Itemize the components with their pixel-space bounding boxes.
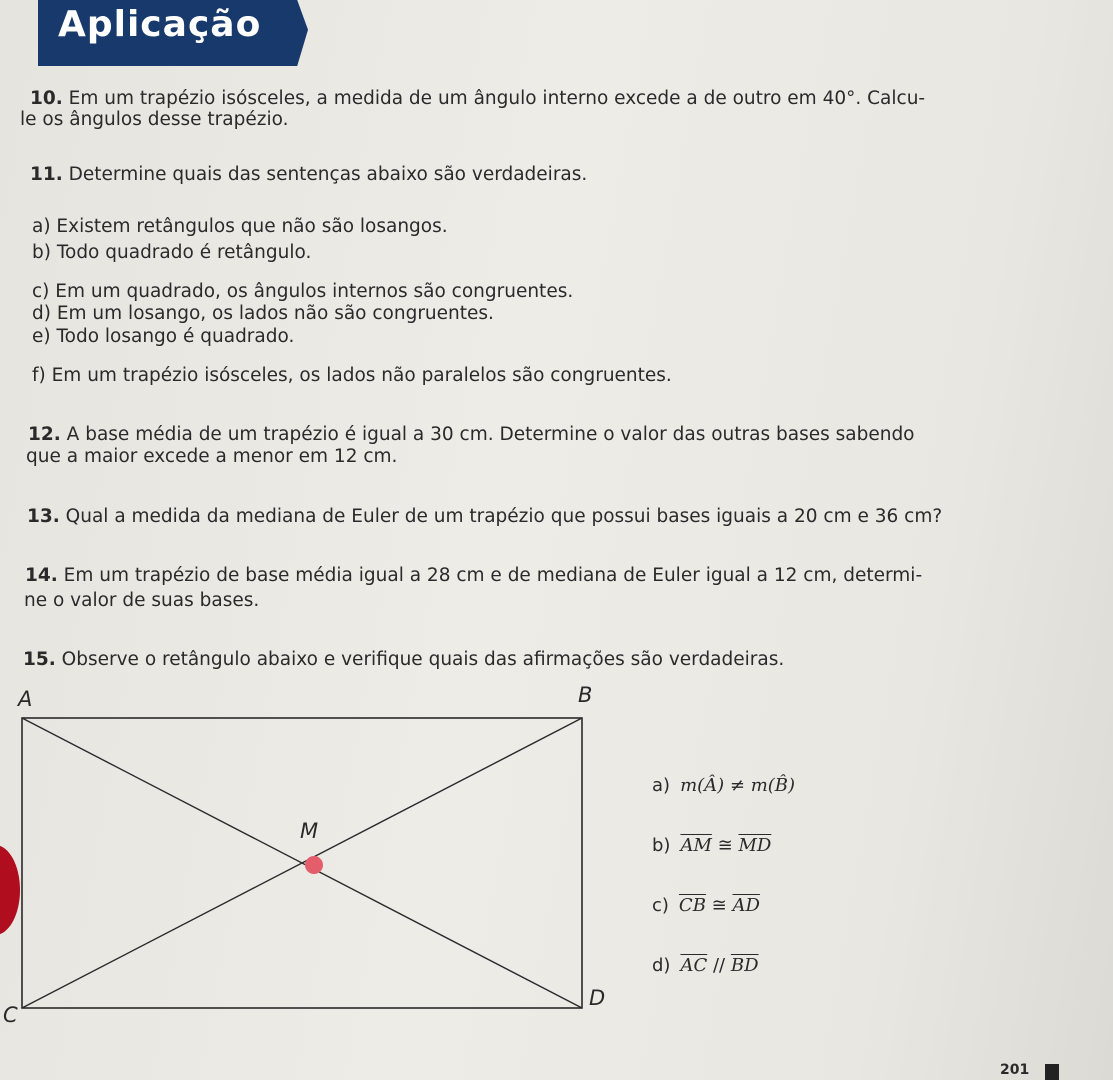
question-text: A base média de um trapézio é igual a 30 cm. Determine o valor das outras bases sabendo bbox=[66, 424, 915, 445]
list-item: a) Existem retângulos que não são losangos. bbox=[32, 216, 448, 237]
question-15 bbox=[23, 648, 784, 672]
list-item: c) Em um quadrado, os ângulos internos são congruentes. bbox=[32, 281, 574, 302]
question-10-line2: le os ângulos desse trapézio. bbox=[20, 109, 289, 130]
question-number: 10. bbox=[30, 88, 63, 109]
question-11 bbox=[30, 163, 587, 187]
segment-right: $\overline{BD}$ bbox=[730, 955, 759, 976]
list-item: b) Todo quadrado é retângulo. bbox=[32, 242, 312, 263]
question-number: 15. bbox=[23, 649, 56, 670]
option-label: d) bbox=[652, 955, 671, 976]
center-point-m bbox=[305, 856, 323, 874]
question-number: 14. bbox=[25, 565, 58, 586]
list-item: f) Em um trapézio isósceles, os lados não paralelos são congruentes. bbox=[32, 365, 672, 386]
option-label: c) bbox=[652, 895, 669, 916]
relation-symbol: ≅ bbox=[711, 895, 727, 916]
question-12 bbox=[28, 423, 915, 447]
option-d bbox=[652, 955, 759, 976]
question-12-line2: que a maior excede a menor em 12 cm. bbox=[26, 446, 398, 467]
segment-left: $\overline{AC}$ bbox=[680, 955, 708, 976]
option-c bbox=[652, 895, 760, 916]
segment-right: $\overline{AD}$ bbox=[732, 895, 760, 916]
segment-right: $\overline{MD}$ bbox=[738, 835, 772, 856]
list-item: e) Todo losango é quadrado. bbox=[32, 326, 295, 347]
page-number: 201 bbox=[1000, 1062, 1030, 1078]
section-title: Aplicação bbox=[58, 4, 262, 45]
question-text: Qual a medida da mediana de Euler de um trapézio que possui bases iguais a 20 cm e 36 cm? bbox=[65, 506, 943, 527]
question-13 bbox=[27, 505, 942, 529]
option-b bbox=[652, 835, 771, 856]
option-expression: m(Â) ≠ m(B̂) bbox=[680, 775, 796, 796]
vertex-label-b: B bbox=[578, 683, 593, 707]
vertex-label-c: C bbox=[3, 1003, 18, 1027]
question-14 bbox=[25, 564, 922, 588]
question-number: 13. bbox=[27, 506, 60, 527]
page-tab-marker bbox=[1045, 1064, 1059, 1080]
vertex-label-d: D bbox=[589, 986, 606, 1010]
question-number: 11. bbox=[30, 164, 63, 185]
option-label: a) bbox=[652, 775, 671, 796]
option-a bbox=[652, 775, 795, 796]
question-text: Em um trapézio de base média igual a 28 cm e de mediana de Euler igual a 12 cm, determi- bbox=[63, 565, 923, 586]
option-label: b) bbox=[652, 835, 671, 856]
list-item: d) Em um losango, os lados não são congruentes. bbox=[32, 303, 494, 324]
segment-left: $\overline{AM}$ bbox=[680, 835, 712, 856]
question-number: 12. bbox=[28, 424, 61, 445]
question-text: Em um trapézio isósceles, a medida de um ângulo interno excede a de outro em 40°. Calcu- bbox=[68, 88, 926, 109]
center-label-m: M bbox=[300, 819, 319, 843]
question-14-line2: ne o valor de suas bases. bbox=[24, 590, 260, 611]
relation-symbol: ≅ bbox=[717, 835, 733, 856]
question-text: Observe o retângulo abaixo e verifique quais das afirmações são verdadeiras. bbox=[61, 649, 785, 670]
question-text: Determine quais das sentenças abaixo são verdadeiras. bbox=[68, 164, 588, 185]
segment-left: $\overline{CB}$ bbox=[678, 895, 706, 916]
relation-symbol: // bbox=[712, 955, 726, 976]
vertex-label-a: A bbox=[18, 687, 33, 711]
rectangle-figure bbox=[0, 680, 620, 1040]
